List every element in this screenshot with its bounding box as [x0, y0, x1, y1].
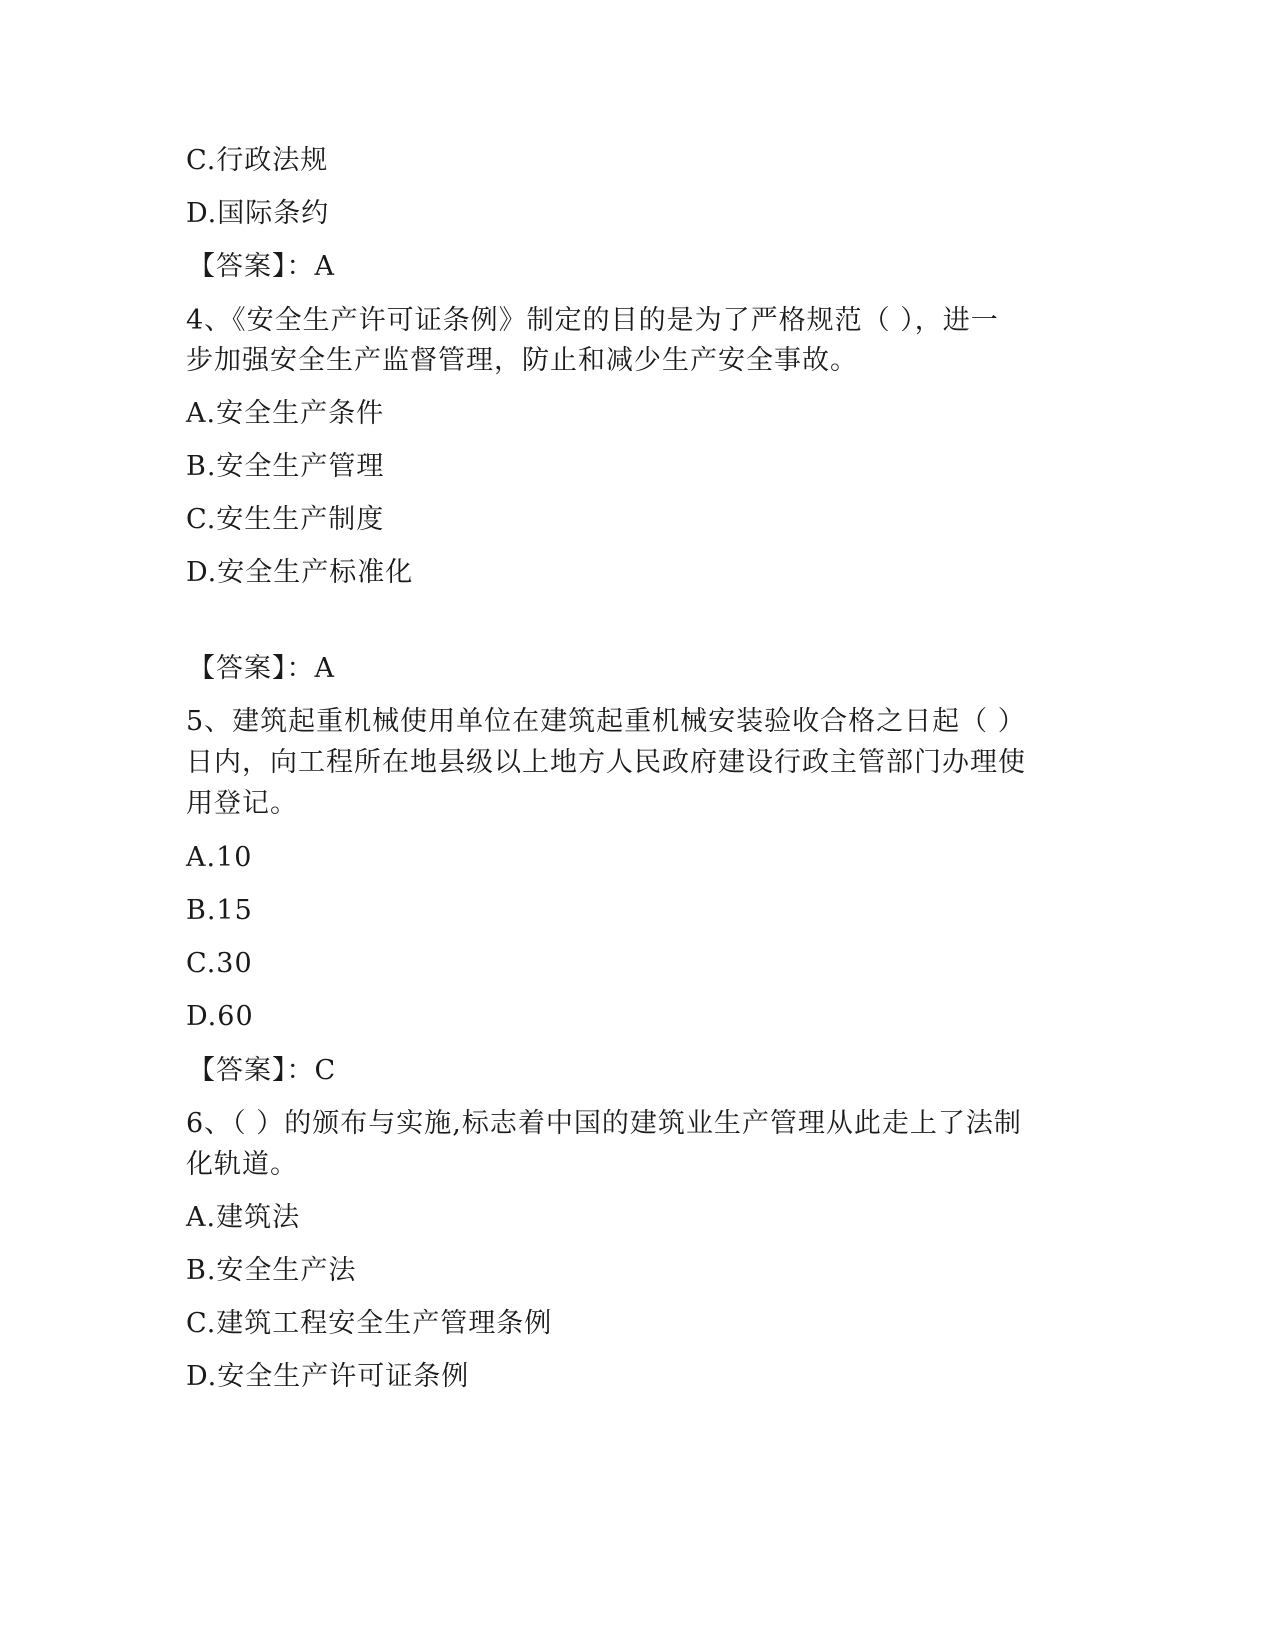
q3-option-c: C.行政法规 [186, 145, 329, 176]
q4-answer: 【答案】：A [188, 653, 335, 684]
q5-question-line-2: 日内，向工程所在地县级以上地方人民政府建设行政主管部门办理使 [186, 747, 1026, 778]
q3-answer: 【答案】：A [188, 251, 335, 282]
q4-option-a: A.安全生产条件 [186, 398, 385, 429]
q5-question-line-1: 5、建筑起重机械使用单位在建筑起重机械安装验收合格之日起（ ） [186, 706, 1026, 737]
q5-option-c: C.30 [186, 948, 253, 979]
q3-option-d: D.国际条约 [186, 198, 330, 229]
q5-option-b: B.15 [186, 895, 253, 926]
q6-option-a: A.建筑法 [186, 1202, 301, 1233]
q4-option-d: D.安全生产标准化 [186, 557, 414, 588]
q4-question-line-1: 4、《安全生产许可证条例》制定的目的是为了严格规范（ ），进一 [186, 305, 999, 336]
q5-answer: 【答案】：C [188, 1055, 337, 1086]
q5-question-line-3: 用登记。 [186, 788, 298, 819]
q6-option-b: B.安全生产法 [186, 1255, 357, 1286]
q4-question-line-2: 步加强安全生产监督管理，防止和减少生产安全事故。 [186, 345, 858, 376]
q4-option-b: B.安全生产管理 [186, 451, 385, 482]
q5-option-a: A.10 [186, 842, 253, 873]
q6-question-line-1: 6、（ ）的颁布与实施,标志着中国的建筑业生产管理从此走上了法制 [186, 1108, 1022, 1139]
q6-question-line-2: 化轨道。 [186, 1149, 298, 1180]
q6-option-c: C.建筑工程安全生产管理条例 [186, 1308, 553, 1339]
q6-option-d: D.安全生产许可证条例 [186, 1361, 470, 1392]
q5-option-d: D.60 [186, 1001, 254, 1032]
q4-option-c: C.安生生产制度 [186, 504, 385, 535]
